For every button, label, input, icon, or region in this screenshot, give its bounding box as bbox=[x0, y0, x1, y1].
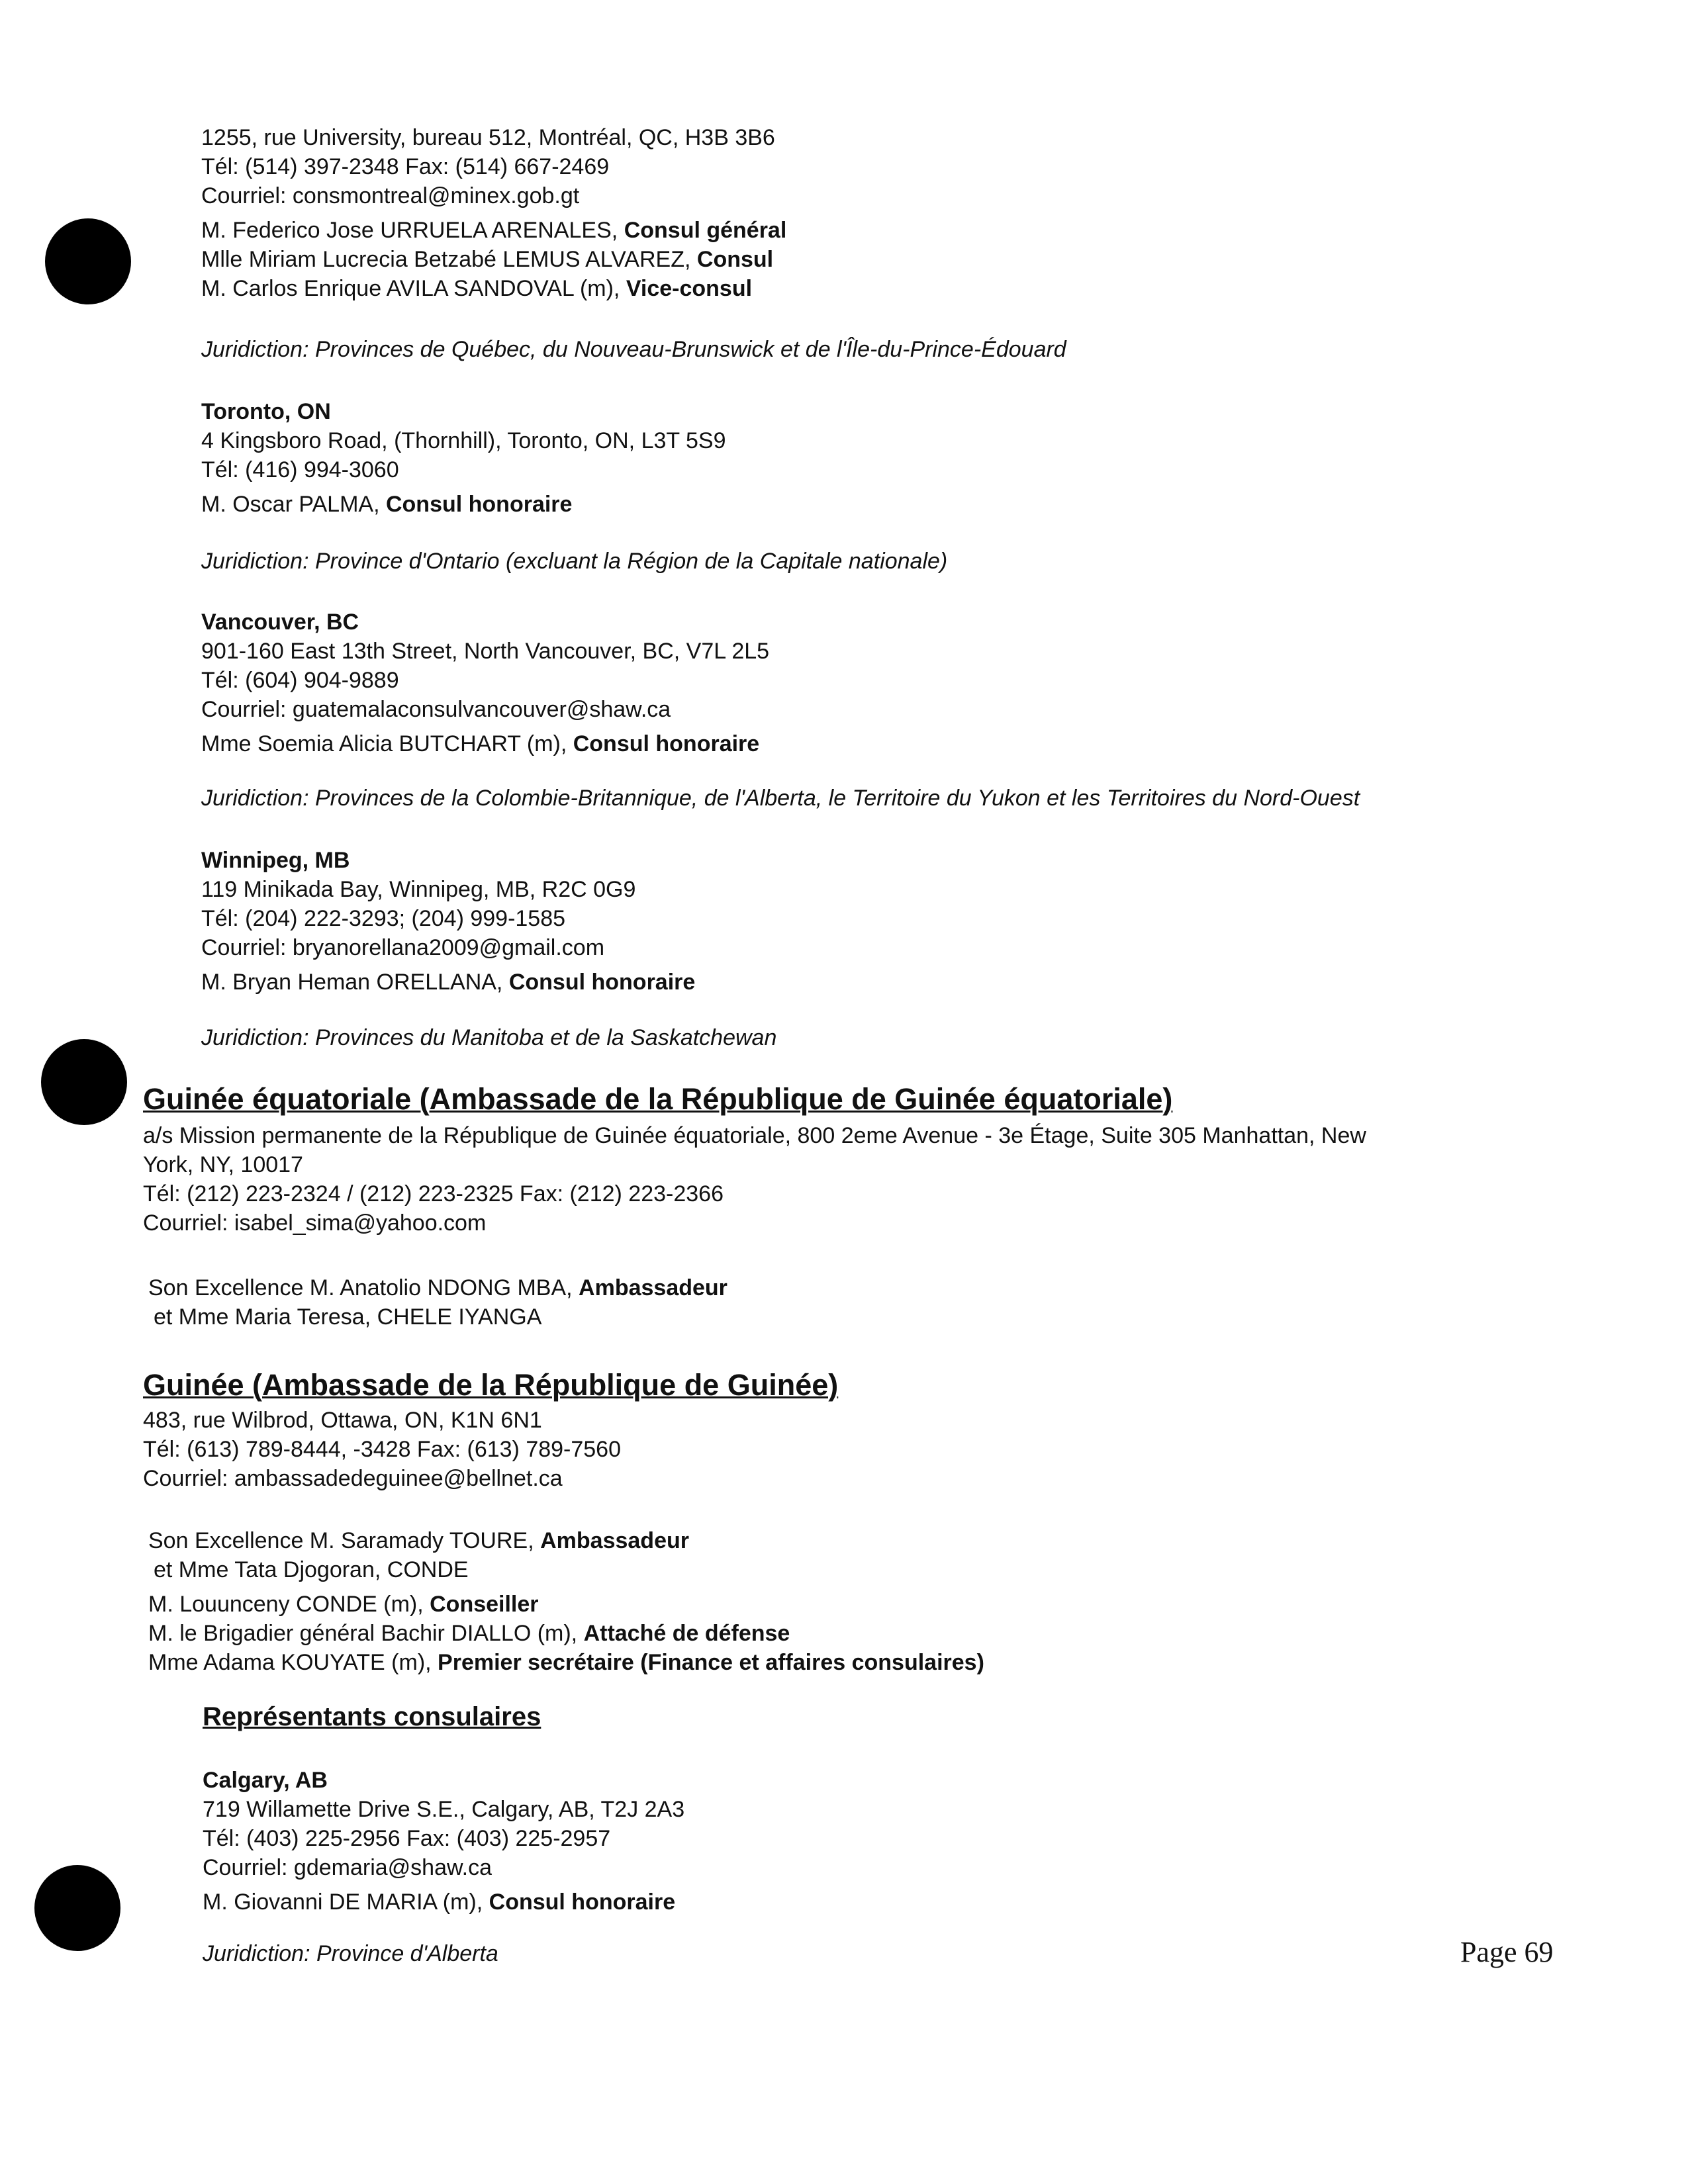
official-title: Consul honoraire bbox=[573, 731, 760, 756]
guinee-staff-block bbox=[148, 1526, 984, 1677]
city-heading: Toronto, ON bbox=[201, 399, 331, 424]
staff-row bbox=[148, 1648, 984, 1677]
binder-hole-top bbox=[45, 218, 131, 304]
address: 719 Willamette Drive S.E., Calgary, AB, T2J 2A3 bbox=[203, 1797, 685, 1822]
official-row bbox=[203, 1888, 684, 1917]
phone: Tél: (604) 904-9889 bbox=[201, 668, 399, 693]
official-row bbox=[201, 729, 769, 758]
address: 1255, rue University, bureau 512, Montréal, QC, H3B 3B6 bbox=[201, 125, 775, 150]
montreal-consulate-block bbox=[201, 123, 786, 303]
phone: Tél: (416) 994-3060 bbox=[201, 457, 399, 482]
official-title: Consul général bbox=[624, 218, 787, 243]
jurisdiction-note: Juridiction: Province d'Alberta bbox=[203, 1941, 498, 1966]
guinee-contact-block bbox=[143, 1406, 621, 1493]
guinee-equatoriale-ambassador-block bbox=[148, 1273, 727, 1332]
official-row bbox=[201, 968, 695, 997]
consular-representatives-heading: Représentants consulaires bbox=[203, 1702, 541, 1731]
email: Courriel: gdemaria@shaw.ca bbox=[203, 1855, 492, 1880]
staff-title: Attaché de défense bbox=[583, 1621, 790, 1646]
jurisdiction-note: Juridiction: Provinces de Québec, du Nouveau-Brunswick et de l'Île-du-Prince-Édouard bbox=[201, 337, 1066, 362]
email: Courriel: bryanorellana2009@gmail.com bbox=[201, 935, 605, 960]
official-title: Consul bbox=[696, 247, 774, 272]
phone-fax: Tél: (212) 223-2324 / (212) 223-2325 Fax: (212) 223-2366 bbox=[143, 1181, 724, 1206]
ambassador-name: Son Excellence M. Anatolio NDONG MBA, bbox=[148, 1275, 579, 1300]
binder-hole-bottom bbox=[34, 1865, 120, 1951]
vancouver-consulate-block bbox=[201, 608, 769, 758]
official-row bbox=[201, 245, 786, 274]
official-row bbox=[201, 490, 726, 519]
official-row bbox=[201, 274, 786, 303]
jurisdiction-note: Juridiction: Provinces du Manitoba et de la Saskatchewan bbox=[201, 1025, 777, 1050]
calgary-consulate-block bbox=[203, 1766, 684, 1917]
official-title: Consul honoraire bbox=[385, 492, 573, 517]
ambassador-row bbox=[148, 1273, 727, 1302]
official-title: Consul honoraire bbox=[489, 1889, 676, 1915]
jurisdiction-note: Juridiction: Province d'Ontario (excluant la Région de la Capitale nationale) bbox=[201, 549, 948, 574]
section-title-guinee-equatoriale: Guinée équatoriale (Ambassade de la République de Guinée équatoriale) bbox=[143, 1082, 1173, 1116]
official-name: Mme Soemia Alicia BUTCHART (m), bbox=[201, 731, 573, 756]
staff-name: Mme Adama KOUYATE (m), bbox=[148, 1650, 438, 1675]
city-heading: Winnipeg, MB bbox=[201, 848, 350, 873]
guinee-equatoriale-contact-block bbox=[143, 1121, 1366, 1238]
phone: Tél: (204) 222-3293; (204) 999-1585 bbox=[201, 906, 566, 931]
staff-title: Premier secrétaire (Finance et affaires consulaires) bbox=[438, 1650, 984, 1675]
official-name: M. Oscar PALMA, bbox=[201, 492, 386, 517]
address-line: York, NY, 10017 bbox=[143, 1152, 303, 1177]
email: Courriel: consmontreal@minex.gob.gt bbox=[201, 183, 580, 208]
ambassador-row bbox=[148, 1526, 984, 1555]
page-number: Page 69 bbox=[1460, 1936, 1554, 1968]
official-name: Mlle Miriam Lucrecia Betzabé LEMUS ALVAREZ, bbox=[201, 247, 697, 272]
binder-hole-middle bbox=[41, 1039, 127, 1125]
official-name: M. Carlos Enrique AVILA SANDOVAL (m), bbox=[201, 276, 626, 301]
address: 4 Kingsboro Road, (Thornhill), Toronto, ON, L3T 5S9 bbox=[201, 428, 726, 453]
address-line: a/s Mission permanente de la République de Guinée équatoriale, 800 2eme Avenue - 3e Étage, Suite 305 Manhattan, New bbox=[143, 1123, 1366, 1148]
jurisdiction-note: Juridiction: Provinces de la Colombie-Britannique, de l'Alberta, le Territoire du Yukon et les Territoires du Nord-Ouest bbox=[201, 786, 1360, 811]
email: Courriel: ambassadedeguinee@bellnet.ca bbox=[143, 1466, 563, 1491]
official-title: Consul honoraire bbox=[508, 970, 696, 995]
staff-name: M. le Brigadier général Bachir DIALLO (m), bbox=[148, 1621, 584, 1646]
address: 483, rue Wilbrod, Ottawa, ON, K1N 6N1 bbox=[143, 1408, 542, 1433]
email: Courriel: isabel_sima@yahoo.com bbox=[143, 1210, 487, 1236]
ambassador-title: Ambassadeur bbox=[540, 1528, 689, 1553]
staff-name: M. Louunceny CONDE (m), bbox=[148, 1592, 430, 1617]
staff-title: Conseiller bbox=[430, 1592, 539, 1617]
city-heading: Calgary, AB bbox=[203, 1768, 328, 1793]
section-title-guinee: Guinée (Ambassade de la République de Guinée) bbox=[143, 1368, 839, 1402]
ambassador-name: Son Excellence M. Saramady TOURE, bbox=[148, 1528, 541, 1553]
official-name: M. Federico Jose URRUELA ARENALES, bbox=[201, 218, 624, 243]
address: 901-160 East 13th Street, North Vancouver, BC, V7L 2L5 bbox=[201, 639, 770, 664]
phone-fax: Tél: (613) 789-8444, -3428 Fax: (613) 789-7560 bbox=[143, 1437, 622, 1462]
winnipeg-consulate-block bbox=[201, 846, 695, 997]
official-name: M. Bryan Heman ORELLANA, bbox=[201, 970, 509, 995]
official-title: Vice-consul bbox=[626, 276, 753, 301]
staff-row bbox=[148, 1590, 984, 1619]
spouse-row: et Mme Maria Teresa, CHELE IYANGA bbox=[154, 1304, 542, 1330]
address: 119 Minikada Bay, Winnipeg, MB, R2C 0G9 bbox=[201, 877, 636, 902]
official-row bbox=[201, 216, 786, 245]
phone-fax: Tél: (403) 225-2956 Fax: (403) 225-2957 bbox=[203, 1826, 611, 1851]
email: Courriel: guatemalaconsulvancouver@shaw.ca bbox=[201, 697, 671, 722]
ambassador-title: Ambassadeur bbox=[579, 1275, 727, 1300]
toronto-consulate-block bbox=[201, 397, 726, 519]
phone-fax: Tél: (514) 397-2348 Fax: (514) 667-2469 bbox=[201, 154, 610, 179]
spouse-row: et Mme Tata Djogoran, CONDE bbox=[154, 1557, 469, 1582]
city-heading: Vancouver, BC bbox=[201, 610, 359, 635]
staff-row bbox=[148, 1619, 984, 1648]
official-name: M. Giovanni DE MARIA (m), bbox=[203, 1889, 489, 1915]
